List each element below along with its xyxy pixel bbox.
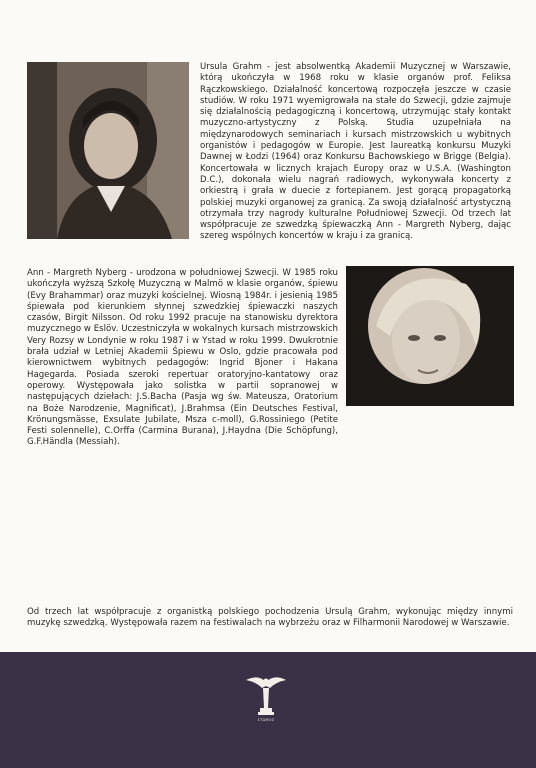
bio-text-ursula: - jest absolwentką Akademii Muzycznej w Warszawie, którą ukończyła w 1968 roku w klasie organów prof. Feliksa Rączkowskiego. Działalność koncertową rozpoczęła jeszcze w czasie studiów. W roku 1971 wyemigrowała na stałe do Szwecji, gdzie zajmuje się działalnością pedagogiczną i koncertową, utrzymując stały kontakt muzyczno-artystyczny z Polską. Studia uzupełniała na międzynarodowych seminariach i kursach mistrzowskich u wybitnych organistów i pedagogów w Europie. Jest laureatką konkursu Muzyki Dawnej w Łodzi (1964) oraz Konkursu Bachowskiego w Brigge (Belgia). Koncertowała w licznych krajach Europy oraz w U.S.A. (Washington D.C.), dokonała wielu nagrań radiowych, wykonywała koncerty z orkiestrą i grała w duecie z fortepianem. Jest gorącą propagatorką polskiej muzyki organowej za granicą. Za swoją działalność artystyczną otrzymała trzy nagrody kulturalne Południowej Szwecji. Od trzech lat współpracuje ze szwedzką śpiewaczką Ann - Margreth Nyberg, dając szereg wspólnych koncertów w kraju i za granicą. <box>200 62 511 242</box>
bio-ann-margreth-nyberg <box>27 268 338 449</box>
portrait-ann-margreth-nyberg <box>346 266 514 406</box>
bio-name-ann: Ann - Margreth Nyberg <box>27 268 127 278</box>
winged-statue-logo-icon <box>244 668 288 726</box>
bio-name-ursula: Ursula Grahm <box>200 62 262 72</box>
bio-closing-ann: Od trzech lat współpracuje z organistką polskiego pochodzenia Ursulą Grahm, wykonując między innymi muzykę szwedzką. Występowała razem na festiwalach na wybrzeżu oraz w Filharmonii Narodowej w Warszawie. <box>27 607 513 629</box>
bio-text-ann: - urodzona w południowej Szwecji. W 1985 roku ukończyła wyższą Szkołę Muzyczną w Malmö w klasie organów, śpiewu (Evy Brahammar) oraz muzyki kościelnej. Wiosną 1984r. i jesienią 1985 śpiewała pod kierunkiem słynnej szwedzkiej śpiewaczki naszych czasów, Birgit Nilsson. Od roku 1992 pracuje na stanowisku dyrektora muzycznego w Eslöv. Uczestniczyła w wokalnych kursach mistrzowskich Very Rozsy w Londynie w roku 1987 i w Ystad w roku 1999. Dwukrotnie brała udział w Letniej Akademii Śpiewu w Oslo, gdzie pracowała pod kierownictwem wybitnych pedagogów: Ingrid Bjoner i Hakana Hagegarda. Posiada szeroki repertuar oratoryjno-kantatowy oraz operowy. Występowała jako solistka w partii sopranowej w następujących dziełach: J.S.Bacha (Pasja wg św. Mateusza, Oratorium na Boże Narodzenie, Magnificat), J.Brahmsa (Ein Deutsches Festival, Krönungsmässe, Exsulate Jubilate, Msza c-moll), G.Rossiniego (Petite Festi solennelle), C.Orffa (Carmina Burana), J.Haydna (Die Schöpfung), G.F.Händla (Messiah). <box>27 268 338 448</box>
logo-caption: ΣΤΩΜΟΣ <box>257 718 275 722</box>
portrait-ursula-grahm <box>27 62 189 239</box>
bio-ursula-grahm <box>200 62 511 243</box>
